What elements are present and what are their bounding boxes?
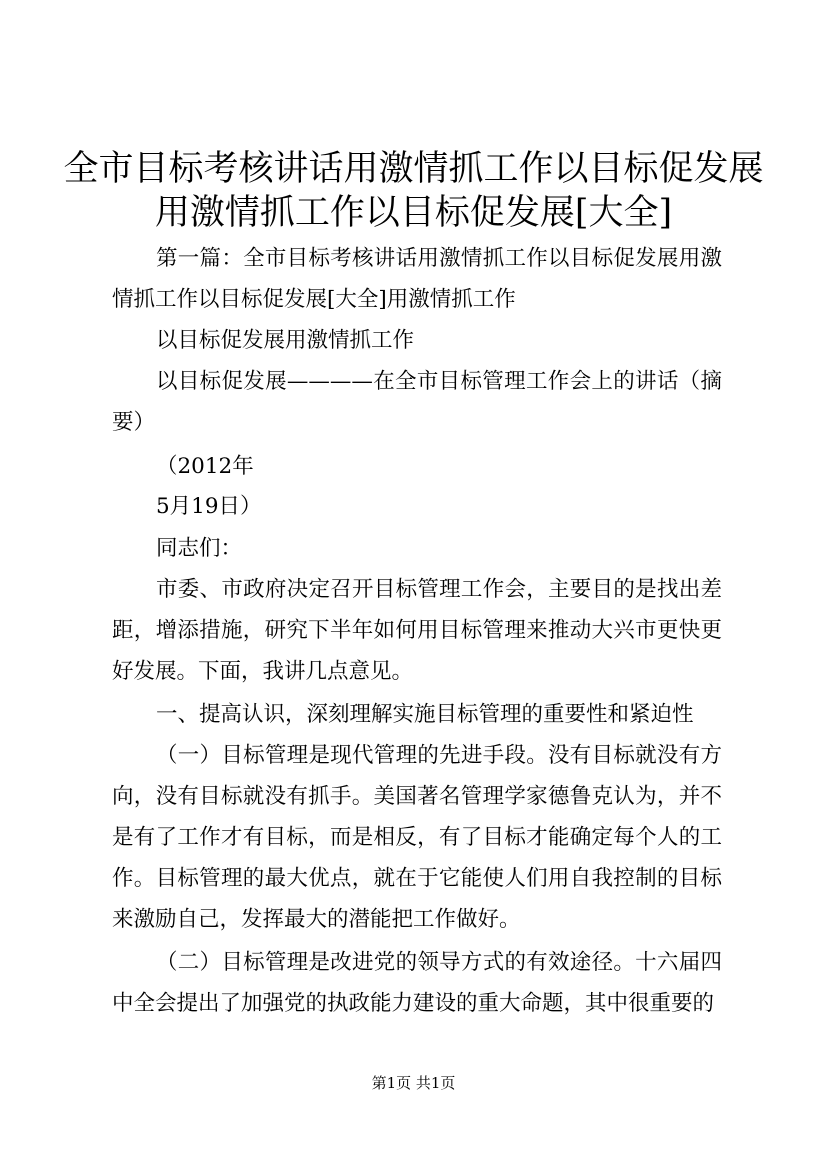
paragraph-point-one: （一）目标管理是现代管理的先进手段。没有目标就没有方向，没有目标就没有抓手。美国著名管理学家德鲁克认为，并不是有了工作才有目标，而是相反，有了目标才能确定每个人的工作。目标管理的最大优点，就在于它能使人们用自我控制的目标来激励自己，发挥最大的潜能把工作做好。 [112,743,722,932]
paragraph-salutation: 同志们： [156,536,243,561]
document-title-line-1: 全市目标考核讲话用激情抓工作以目标促发展 [63,149,764,189]
page-footer: 第1页 共1页 [371,1074,456,1092]
paragraph-heading-one: 一、提高认识，深刻理解实施目标管理的重要性和紧迫性 [156,702,694,727]
paragraph-point-two: （二）目标管理是改进党的领导方式的有效途径。十六届四中全会提出了加强党的执政能力建设的重大命题，其中很重要的 [112,950,722,1016]
paragraph-subtitle: 以目标促发展用激情抓工作 [156,328,415,353]
paragraph-date-day: 5月19日） [156,494,262,519]
paragraph-intro: 市委、市政府决定召开目标管理工作会，主要目的是找出差距，增添措施，研究下半年如何用目标管理来推动大兴市更快更好发展。下面，我讲几点意见。 [112,577,722,684]
paragraph-section-heading: 第一篇：全市目标考核讲话用激情抓工作以目标促发展用激情抓工作以目标促发展[大全]用激情抓工作 [112,246,722,312]
paragraph-date-year: （2012年 [156,454,254,479]
document-title-line-2: 用激情抓工作以目标促发展[大全] [154,193,673,233]
paragraph-speech-title: 以目标促发展————在全市目标管理工作会上的讲话（摘要） [112,369,722,435]
